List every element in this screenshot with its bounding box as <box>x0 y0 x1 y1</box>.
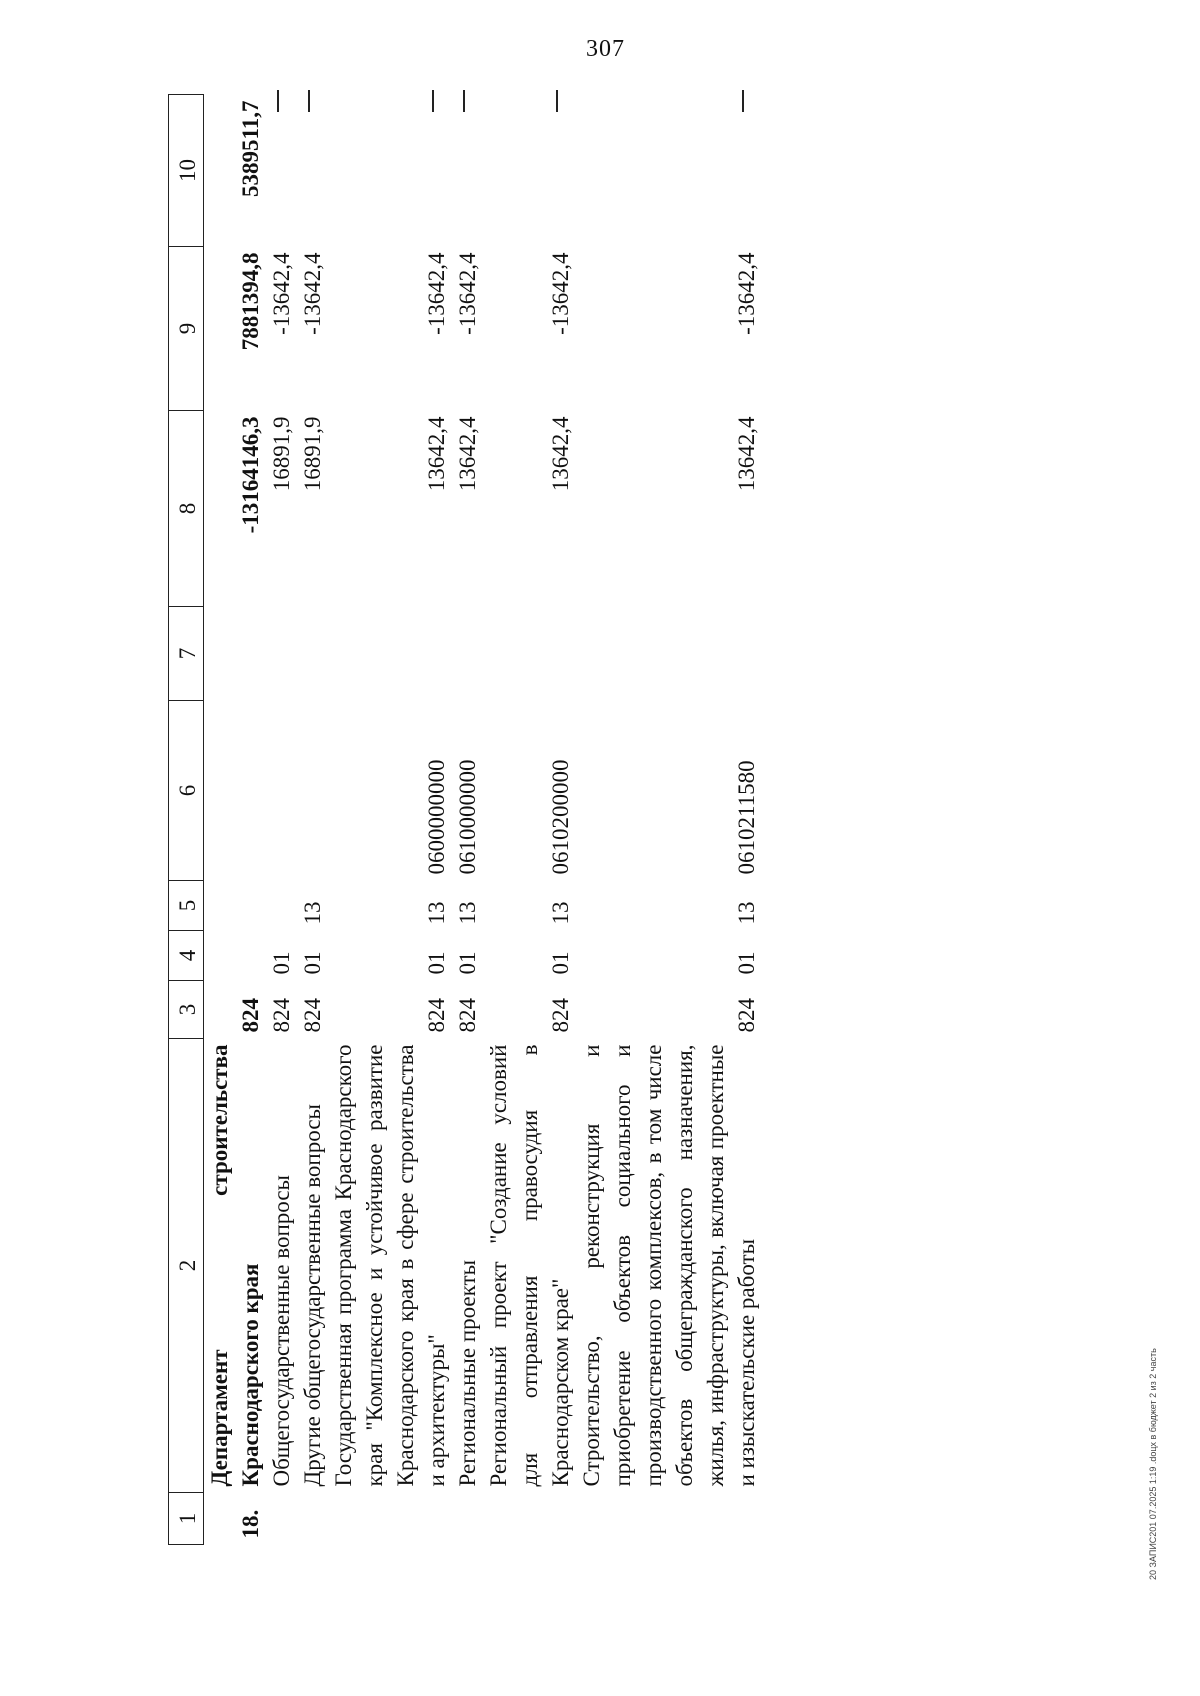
table-cell-5 <box>266 881 297 931</box>
table-cell-7 <box>483 607 576 701</box>
table-cell-1 <box>576 1493 762 1545</box>
table-row <box>266 95 297 1545</box>
table-cell-2: Общегосударственные вопросы <box>269 1175 294 1487</box>
table-cell-6: 0610200000 <box>548 759 573 875</box>
table-cell-10 <box>297 95 328 247</box>
dash-mark <box>308 91 310 113</box>
table-cell-9: -13642,4 <box>734 252 759 335</box>
dash-mark <box>556 91 558 113</box>
dash-mark <box>277 91 279 113</box>
table-cell-9: -13642,4 <box>455 252 480 335</box>
column-header: 2 <box>169 1039 204 1493</box>
column-header: 8 <box>169 411 204 607</box>
table-cell-7 <box>266 607 297 701</box>
table-cell-10 <box>483 95 576 247</box>
table-row <box>452 95 483 1545</box>
table-cell-6 <box>266 701 297 881</box>
table-cell-2: Региональный проект "Создание условий для отправления правосудия в Краснодарском крае" <box>486 1044 573 1487</box>
rotated-table-sheet <box>168 95 1038 1545</box>
dash-mark <box>742 91 744 113</box>
column-header: 9 <box>169 247 204 411</box>
table-cell-10 <box>452 95 483 247</box>
table-cell-10 <box>266 95 297 247</box>
table-cell-3: 824 <box>548 998 573 1033</box>
table-cell-6 <box>204 701 267 881</box>
table-cell-3: 824 <box>424 998 449 1033</box>
table-cell-6: 0610211580 <box>734 760 759 875</box>
table-cell-8: 13642,4 <box>734 416 759 492</box>
budget-table <box>168 94 762 1545</box>
table-cell-9: -13642,4 <box>548 252 573 335</box>
table-cell-1 <box>266 1493 297 1545</box>
table-row <box>483 95 576 1545</box>
table-cell-1 <box>297 1493 328 1545</box>
table-cell-1 <box>452 1493 483 1545</box>
table-cell-8: 16891,9 <box>269 416 294 492</box>
table-cell-2: Другие общегосударственные вопросы <box>300 1104 325 1487</box>
dash-mark <box>432 91 434 113</box>
table-cell-8: 13642,4 <box>455 416 480 492</box>
table-row <box>328 95 452 1545</box>
column-header: 4 <box>169 931 204 981</box>
table-cell-3: 824 <box>238 998 263 1033</box>
table-cell-7 <box>204 607 267 701</box>
table-cell-5: 13 <box>424 901 449 925</box>
table-cell-6 <box>297 701 328 881</box>
table-cell-8: 13642,4 <box>424 416 449 492</box>
table-cell-4: 01 <box>455 951 480 975</box>
table-cell-3: 824 <box>734 998 759 1033</box>
table-row <box>576 95 762 1545</box>
table-cell-5: 13 <box>300 901 325 925</box>
table-cell-7 <box>576 607 762 701</box>
table-cell-8: -13164146,3 <box>238 416 263 534</box>
table-cell-10 <box>576 95 762 247</box>
table-cell-9: -13642,4 <box>300 252 325 335</box>
table-cell-4: 01 <box>424 951 449 975</box>
footer-file-info: 20 ЗАПИС201 07.2025 1:19 .dоцх в бюджет 2 из 2 часть <box>1148 1348 1158 1580</box>
table-cell-8: 13642,4 <box>548 416 573 492</box>
table-row <box>204 95 267 1545</box>
table-cell-4: 01 <box>269 951 294 975</box>
table-cell-5 <box>204 881 267 931</box>
dash-mark <box>463 91 465 113</box>
table-cell-9: -13642,4 <box>269 252 294 335</box>
table-cell-3: 824 <box>455 998 480 1033</box>
table-cell-3: 824 <box>269 998 294 1033</box>
table-cell-7 <box>297 607 328 701</box>
column-header: 10 <box>169 95 204 247</box>
page-number: 307 <box>586 36 625 62</box>
table-cell-5: 13 <box>734 901 759 925</box>
column-header: 1 <box>169 1493 204 1545</box>
table-cell-7 <box>328 607 452 701</box>
table-cell-6: 0600000000 <box>424 759 449 875</box>
table-cell-8: 16891,9 <box>300 416 325 492</box>
table-cell-1 <box>483 1493 576 1545</box>
table-cell-2: Государственная программа Краснодарского края "Комплексное и устойчивое развитие Краснодарского края в сфере строительства и архитектуры" <box>331 1044 449 1487</box>
table-cell-1: 18. <box>238 1509 263 1539</box>
table-cell-1 <box>328 1493 452 1545</box>
table-cell-2: Департамент строительства Краснодарского края <box>207 1044 263 1487</box>
table-row <box>297 95 328 1545</box>
table-cell-3: 824 <box>300 998 325 1033</box>
table-cell-7 <box>452 607 483 701</box>
table-cell-9: -13642,4 <box>424 252 449 335</box>
table-cell-5: 13 <box>455 901 480 925</box>
table-cell-4 <box>204 931 267 981</box>
table-cell-5: 13 <box>548 901 573 925</box>
table-cell-2: Региональные проекты <box>455 1259 480 1487</box>
table-cell-9: 7881394,8 <box>238 252 263 351</box>
table-cell-10 <box>328 95 452 247</box>
table-cell-2: Строительство, реконструкция и приобретение объектов социального и производственного комплексов, в том числе объектов общегражданского назначения, жилья, инфраструктуры, включая проектные и изыскательские работы <box>579 1044 759 1487</box>
table-cell-4: 01 <box>300 951 325 975</box>
column-header: 7 <box>169 607 204 701</box>
table-cell-6: 0610000000 <box>455 759 480 875</box>
table-cell-10: 5389511,7 <box>238 100 263 197</box>
column-header: 6 <box>169 701 204 881</box>
column-number-row <box>169 95 204 1545</box>
table-cell-4: 01 <box>734 951 759 975</box>
table-cell-4: 01 <box>548 951 573 975</box>
column-header: 3 <box>169 981 204 1039</box>
column-header: 5 <box>169 881 204 931</box>
